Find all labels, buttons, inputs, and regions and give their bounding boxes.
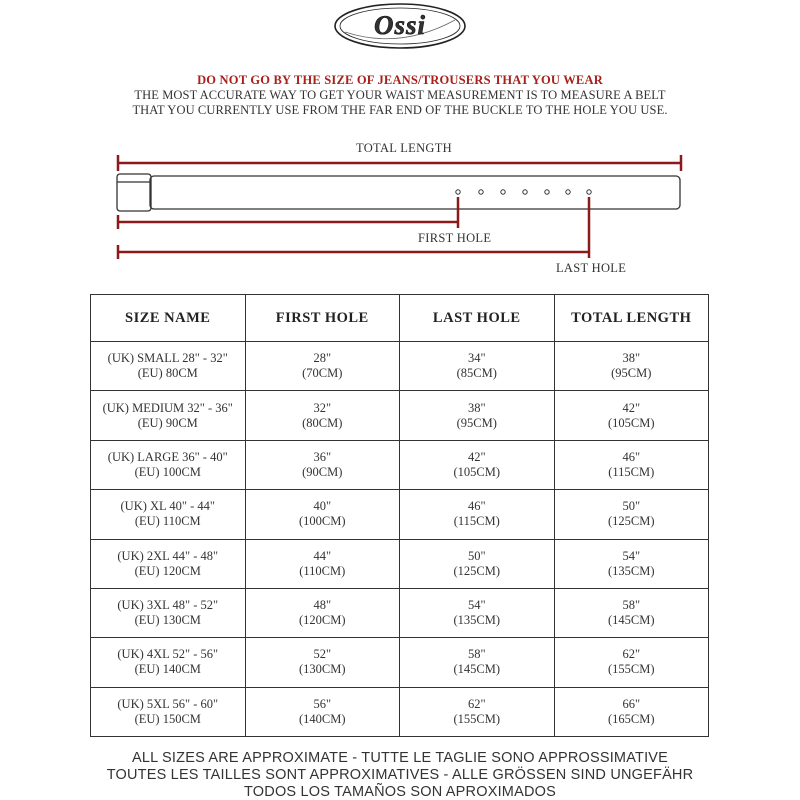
cell-secondary-text: (120CM) [298,613,346,628]
cell-primary-text: (UK) 4XL 52" - 56" [117,647,219,662]
last-hole-cell [400,342,555,391]
cell-primary-text: (UK) 5XL 56" - 60" [117,696,219,711]
total-length-cell [554,391,709,440]
size-name-cell [91,539,246,588]
size-chart-table [90,294,709,737]
cell-primary-text: 50" [622,499,641,514]
total-length-cell [554,687,709,736]
cell-secondary-text: (EU) 110CM [134,514,201,529]
cell-primary-text: 32" [313,400,332,415]
size-name-cell [91,391,246,440]
cell-primary-text: 38" [622,351,641,366]
brand-header [0,0,800,60]
cell-primary-text: 62" [467,696,486,711]
last-hole-cell [400,539,555,588]
cell-secondary-text: (EU) 80CM [137,366,198,381]
cell-secondary-text: (85CM) [456,366,497,381]
cell-primary-text: 46" [622,449,641,464]
first-hole-cell [245,440,400,489]
cell-secondary-text: (95CM) [611,366,652,381]
cell-secondary-text: (EU) 90CM [137,415,198,430]
cell-primary-text: 44" [313,548,332,563]
total-length-label: TOTAL LENGTH [356,141,452,155]
cell-secondary-text: (125CM) [607,514,655,529]
footer-line-1: ALL SIZES ARE APPROXIMATE - TUTTE LE TAGLIE SONO APPROSSIMATIVE [131,750,669,766]
belt-holes [456,190,591,194]
cell-secondary-text: (155CM) [453,711,501,726]
cell-primary-text: 50" [467,548,486,563]
cell-secondary-text: (115CM) [453,514,500,529]
cell-secondary-text: (135CM) [453,613,501,628]
last-hole-cell [400,638,555,687]
footer-line-2: TOUTES LES TAILLES SONT APPROXIMATIVES - ALLE GRÖSSEN SIND UNGEFÄHR [106,767,694,783]
intro-line-1: THE MOST ACCURATE WAY TO GET YOUR WAIST MEASUREMENT IS TO MEASURE A BELT [134,88,666,102]
cell-secondary-text: (145CM) [453,662,501,677]
cell-secondary-text: (EU) 120CM [134,563,201,578]
size-name-cell [91,342,246,391]
cell-secondary-text: (165CM) [607,711,655,726]
cell-secondary-text: (155CM) [607,662,655,677]
first-hole-cell [245,588,400,637]
cell-secondary-text: (EU) 140CM [134,662,201,677]
cell-secondary-text: (90CM) [302,464,343,479]
cell-primary-text: 62" [622,647,641,662]
cell-primary-text: (UK) SMALL 28" - 32" [107,351,228,366]
table-row [91,342,709,391]
header-total-length: TOTAL LENGTH [554,295,709,342]
cell-primary-text: 42" [467,449,486,464]
header-size-name: SIZE NAME [91,295,246,342]
cell-secondary-text: (EU) 150CM [134,711,201,726]
logo-text: Ossi [373,10,427,40]
first-hole-cell [245,539,400,588]
total-length-line [118,155,681,171]
intro-line-2: THAT YOU CURRENTLY USE FROM THE FAR END OF THE BUCKLE TO THE HOLE YOU USE. [132,103,668,117]
table-row [91,440,709,489]
belt-hole [456,190,460,194]
cell-primary-text: 58" [622,598,641,613]
first-hole-cell [245,391,400,440]
cell-secondary-text: (130CM) [298,662,346,677]
last-hole-cell [400,391,555,440]
cell-primary-text: 66" [622,696,641,711]
last-hole-cell [400,440,555,489]
cell-primary-text: 36" [313,449,332,464]
first-hole-label: FIRST HOLE [418,231,492,245]
cell-primary-text: 28" [313,351,332,366]
cell-secondary-text: (135CM) [607,563,655,578]
warning-text: DO NOT GO BY THE SIZE OF JEANS/TROUSERS THAT YOU WEAR [197,73,603,87]
cell-primary-text: 34" [467,351,486,366]
cell-primary-text: (UK) MEDIUM 32" - 36" [102,400,233,415]
last-hole-line [118,197,589,259]
footer-line-3: TODOS LOS TAMAÑOS SON APROXIMADOS [244,784,556,800]
table-header-row [91,295,709,342]
first-hole-cell [245,638,400,687]
header-last-hole: LAST HOLE [400,295,555,342]
cell-primary-text: 58" [467,647,486,662]
cell-secondary-text: (110CM) [299,563,346,578]
size-name-cell [91,490,246,539]
size-name-cell [91,638,246,687]
first-hole-cell [245,687,400,736]
cell-secondary-text: (EU) 100CM [134,464,201,479]
belt-hole [587,190,591,194]
belt-hole [566,190,570,194]
first-hole-line [118,197,458,229]
cell-secondary-text: (125CM) [453,563,501,578]
cell-primary-text: (UK) 3XL 48" - 52" [117,598,219,613]
table-row [91,588,709,637]
last-hole-label: LAST HOLE [556,261,627,275]
total-length-cell [554,539,709,588]
belt-hole [501,190,505,194]
belt-shape [117,174,680,211]
size-name-cell [91,687,246,736]
belt-hole [545,190,549,194]
table-row [91,539,709,588]
table-row [91,687,709,736]
cell-primary-text: (UK) 2XL 44" - 48" [117,548,219,563]
cell-primary-text: 54" [467,598,486,613]
cell-secondary-text: (80CM) [302,415,343,430]
belt-hole [479,190,483,194]
belt-diagram [0,130,800,280]
cell-primary-text: 48" [313,598,332,613]
total-length-cell [554,490,709,539]
cell-primary-text: 40" [313,499,332,514]
cell-primary-text: (UK) XL 40" - 44" [120,499,215,514]
last-hole-cell [400,588,555,637]
total-length-cell [554,440,709,489]
first-hole-cell [245,490,400,539]
table-row [91,638,709,687]
cell-primary-text: 54" [622,548,641,563]
cell-secondary-text: (EU) 130CM [134,613,201,628]
cell-secondary-text: (140CM) [298,711,346,726]
cell-primary-text: 42" [622,400,641,415]
cell-primary-text: 52" [313,647,332,662]
cell-secondary-text: (105CM) [607,415,655,430]
last-hole-cell [400,490,555,539]
first-hole-cell [245,342,400,391]
cell-primary-text: (UK) LARGE 36" - 40" [107,449,228,464]
cell-secondary-text: (105CM) [453,464,501,479]
total-length-cell [554,638,709,687]
cell-primary-text: 56" [313,696,332,711]
total-length-cell [554,588,709,637]
size-rows [91,342,709,737]
table-row [91,391,709,440]
size-name-cell [91,588,246,637]
header-first-hole: FIRST HOLE [245,295,400,342]
ossi-logo [333,2,467,50]
cell-primary-text: 46" [467,499,486,514]
cell-secondary-text: (115CM) [608,464,655,479]
cell-secondary-text: (145CM) [607,613,655,628]
size-name-cell [91,440,246,489]
last-hole-cell [400,687,555,736]
cell-primary-text: 38" [467,400,486,415]
cell-secondary-text: (100CM) [298,514,346,529]
table-row [91,490,709,539]
belt-hole [523,190,527,194]
total-length-cell [554,342,709,391]
cell-secondary-text: (70CM) [302,366,343,381]
cell-secondary-text: (95CM) [456,415,497,430]
